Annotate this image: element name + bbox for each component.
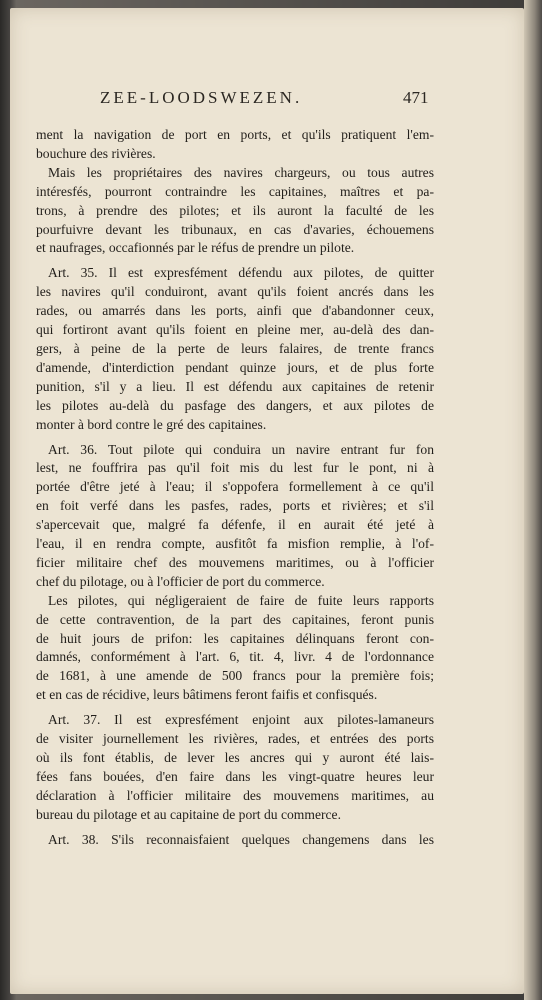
text-line: ficier militaire chef des mouvemens maritimes, ou à l'officier bbox=[36, 554, 434, 570]
text-line: Les pilotes, qui négligeraient de faire de fuite leurs rapports bbox=[48, 592, 434, 608]
text-line: l'eau, il en rendra compte, ausfitôt fa misfion remplie, à l'of- bbox=[36, 536, 434, 552]
text-line: s'apercevait que, malgré fa défenfe, il en aurait été jeté à bbox=[36, 517, 434, 533]
text-line: les pilotes au-delà du pasfage des dangers, et aux pilotes de bbox=[36, 397, 434, 413]
text-line: Mais les propriétaires des navires chargeurs, ou tous autres bbox=[48, 164, 434, 180]
text-line: déclaration à l'officier militaire des mouvemens maritimes, au bbox=[36, 787, 434, 803]
text-line: Art. 37. Il est expresfément enjoint aux pilotes-lamaneurs bbox=[48, 712, 434, 728]
article-37 bbox=[36, 711, 434, 824]
text-line: Art. 35. Il est expresfément défendu aux pilotes, de quitter bbox=[48, 265, 434, 281]
page-number: 471 bbox=[403, 88, 429, 107]
text-line: et naufrages, occafionnés par le réfus de prendre un pilote. bbox=[36, 240, 355, 256]
text-line: portée d'être jeté à l'eau; il s'oppofera formellement à ce qu'il bbox=[36, 479, 434, 495]
text-line: bouchure des rivières. bbox=[36, 145, 156, 161]
text-line: rades, ou amarrés dans les ports, ainfi que d'abandonner ceux, bbox=[36, 303, 434, 319]
text-line: bureau du pilotage et au capitaine de port du commerce. bbox=[36, 806, 341, 822]
text-line: d'amende, d'interdiction pendant quinze jours, et de plus forte bbox=[36, 359, 434, 375]
article-35 bbox=[36, 264, 434, 434]
text-line: ment la navigation de port en ports, et qu'ils pratiquent l'em- bbox=[36, 127, 434, 142]
text-line: damnés, conformément à l'art. 6, tit. 4, livr. 4 de l'ordonnance bbox=[36, 649, 434, 665]
text-line: de visiter journellement les rivières, rades, et entrées des ports bbox=[36, 731, 434, 747]
text-line: en foit verfé dans les pasfes, rades, ports et rivières; et s'il bbox=[36, 498, 434, 514]
page-header bbox=[28, 88, 438, 114]
text-line: gers, à peine de la perte de leurs falaires, de trente francs bbox=[36, 340, 434, 356]
article-38 bbox=[36, 831, 434, 850]
running-head: ZEE-LOODSWEZEN. bbox=[100, 88, 303, 107]
paragraph-penalties bbox=[36, 592, 434, 705]
text-line: Art. 36. Tout pilote qui conduira un navire entrant fur fon bbox=[48, 441, 434, 457]
text-line: chef du pilotage, ou à l'officier de port du commerce. bbox=[36, 573, 325, 589]
text-line: qui fortiront avant qu'ils foient en pleine mer, au-delà des dan- bbox=[36, 322, 434, 338]
text-line: les navires qu'il conduiront, avant qu'ils foient ancrés dans les bbox=[36, 284, 434, 300]
text-line: trons, à prendre des pilotes; et ils auront la faculté de les bbox=[36, 202, 434, 218]
text-line: Art. 38. S'ils reconnaisfaient quelques changemens dans les bbox=[48, 831, 434, 847]
paragraph-1 bbox=[36, 126, 434, 164]
book-page bbox=[10, 8, 524, 994]
text-line: punition, s'il y a lieu. Il est défendu aux capitaines de retenir bbox=[36, 378, 434, 394]
text-line: de 1681, à une amende de 500 francs pour la première fois; bbox=[36, 668, 434, 684]
article-36 bbox=[36, 441, 434, 592]
text-line: lest, ne fouffrira pas qu'il foit mis du lest fur le pont, ni à bbox=[36, 460, 434, 476]
page-edge-shadow bbox=[524, 0, 542, 1000]
text-line: de cette contravention, de la part des capitaines, feront punis bbox=[36, 611, 434, 627]
text-line: fées fans bouées, d'en faire dans les vingt-quatre heures leur bbox=[36, 768, 434, 784]
text-line: et en cas de récidive, leurs bâtimens feront faifis et confisqués. bbox=[36, 687, 378, 703]
text-line: de huit jours de prifon: les capitaines délinquans feront con- bbox=[36, 630, 434, 646]
text-line: pourfuivre devant les tribunaux, en cas d'avaries, échouemens bbox=[36, 221, 434, 237]
text-line: où ils font établis, de lever les ancres qui y auront été lais- bbox=[36, 750, 434, 765]
body-text bbox=[36, 126, 434, 850]
text-line: intéresfés, pourront contraindre les capitaines, maîtres et pa- bbox=[36, 183, 434, 199]
text-line: monter à bord contre le gré des capitaines. bbox=[36, 416, 267, 432]
paragraph-2 bbox=[36, 164, 434, 259]
